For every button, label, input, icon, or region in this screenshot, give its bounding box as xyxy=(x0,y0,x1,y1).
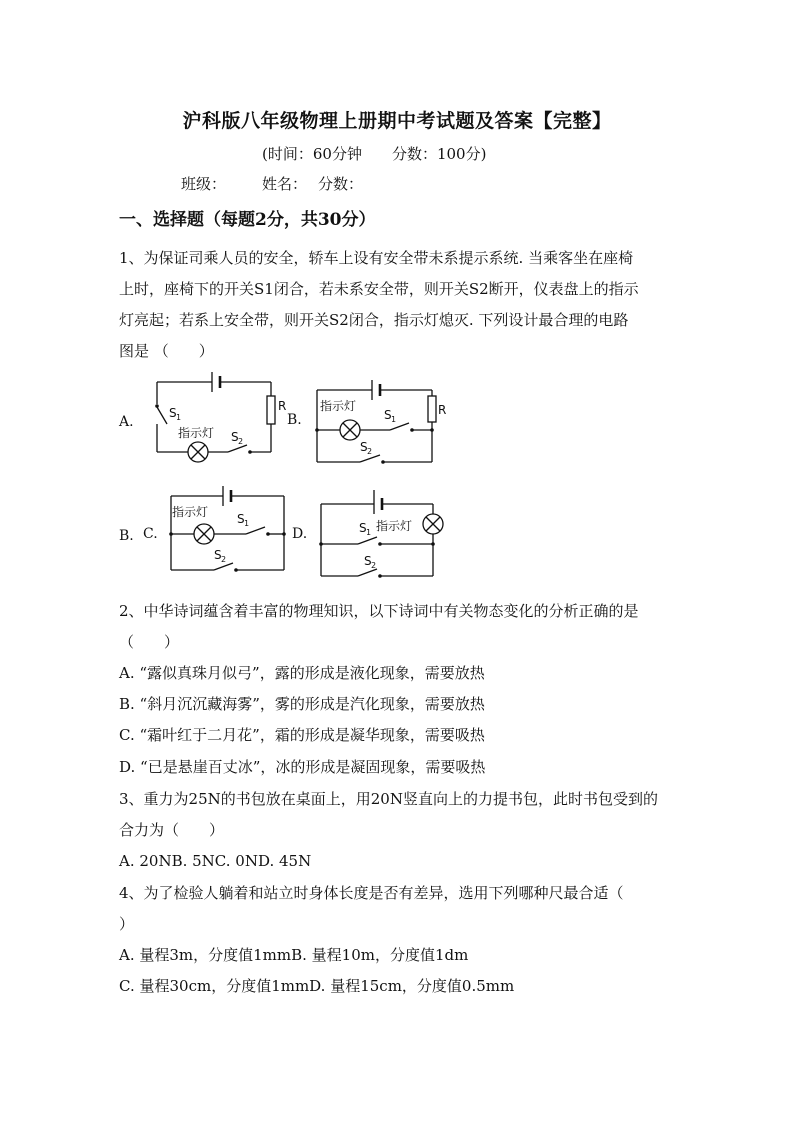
svg-text:指示灯: 指示灯 xyxy=(172,505,209,519)
svg-text:R: R xyxy=(278,399,287,413)
svg-text:1: 1 xyxy=(176,413,182,422)
q2-option-a: A. “露似真珠月似弓”，露的形成是液化现象，需要放热 xyxy=(119,664,485,682)
svg-text:S: S xyxy=(169,406,177,420)
q2-option-b: B. “斜月沉沉藏海雾”，雾的形成是汽化现象，需要放热 xyxy=(119,695,485,713)
q2-option-d: D. “已是悬崖百丈冰”，冰的形成是凝固现象，需要吸热 xyxy=(119,758,486,776)
option-b-label-2: B. xyxy=(119,528,134,544)
document-title: 沪科版八年级物理上册期中考试题及答案【完整】 xyxy=(182,110,612,132)
section-heading: 一、选择题（每题2分，共30分） xyxy=(119,210,376,230)
time-info: (时间：60分钟 分数：100分) xyxy=(262,145,487,163)
q1-line2: 上时，座椅下的开关S1闭合，若未系安全带，则开关S2断开，仪表盘上的指示 xyxy=(119,280,639,298)
option-c-label: C. xyxy=(143,526,158,542)
q1-line1: 1、为保证司乘人员的安全，轿车上设有安全带未系提示系统. 当乘客坐在座椅 xyxy=(119,249,634,267)
option-d-label: D. xyxy=(292,526,308,542)
q4-line2: ） xyxy=(119,915,135,933)
svg-text:S: S xyxy=(237,512,245,526)
q3-line2: 合力为（ ） xyxy=(119,821,225,839)
circuit-diagram-b xyxy=(312,376,447,468)
svg-text:S: S xyxy=(384,408,392,422)
svg-text:1: 1 xyxy=(366,528,372,537)
option-b-label: B. xyxy=(287,412,302,428)
q2-line1: 2、中华诗词蕴含着丰富的物理知识，以下诗词中有关物态变化的分析正确的是 xyxy=(119,602,639,620)
circuit-diagram-d xyxy=(316,486,441,581)
svg-text:S: S xyxy=(359,521,367,535)
q2-line2: （ ） xyxy=(119,633,180,651)
svg-text:指示灯: 指示灯 xyxy=(178,426,215,440)
q2-option-c: C. “霜叶红于二月花”，霜的形成是凝华现象，需要吸热 xyxy=(119,726,485,744)
svg-text:1: 1 xyxy=(244,519,250,528)
class-label: 班级： xyxy=(181,175,227,193)
q4-options-ab: A. 量程3m，分度值1mmB. 量程10m，分度值1dm xyxy=(119,946,469,964)
svg-text:2: 2 xyxy=(367,447,373,456)
svg-text:S: S xyxy=(364,554,372,568)
svg-text:R: R xyxy=(438,403,447,417)
q4-line1: 4、为了检验人躺着和站立时身体长度是否有差异，选用下列哪种尺最合适（ xyxy=(119,884,624,902)
svg-text:1: 1 xyxy=(391,415,397,424)
option-a-label: A. xyxy=(119,414,134,430)
svg-text:S: S xyxy=(360,440,368,454)
circuit-diagram-a xyxy=(150,366,287,466)
svg-text:2: 2 xyxy=(371,561,377,570)
q3-options: A. 20NB. 5NC. 0ND. 45N xyxy=(119,852,312,870)
svg-text:S: S xyxy=(231,430,239,444)
q3-line1: 3、重力为25N的书包放在桌面上，用20N竖直向上的力提书包，此时书包受到的 xyxy=(119,790,658,808)
svg-text:指示灯: 指示灯 xyxy=(320,399,357,413)
q1-line3: 灯亮起；若系上安全带，则开关S2闭合，指示灯熄灭. 下列设计最合理的电路 xyxy=(119,311,629,329)
svg-text:2: 2 xyxy=(238,437,244,446)
svg-text:S: S xyxy=(214,548,222,562)
score-label: 分数： xyxy=(318,175,364,193)
svg-text:2: 2 xyxy=(221,555,227,564)
q4-options-cd: C. 量程30cm，分度值1mmD. 量程15cm，分度值0.5mm xyxy=(119,977,515,995)
circuit-diagram-c xyxy=(166,482,291,577)
q1-line4: 图是 （ ） xyxy=(119,342,214,360)
svg-text:指示灯: 指示灯 xyxy=(376,519,413,533)
name-label: 姓名： xyxy=(262,175,308,193)
